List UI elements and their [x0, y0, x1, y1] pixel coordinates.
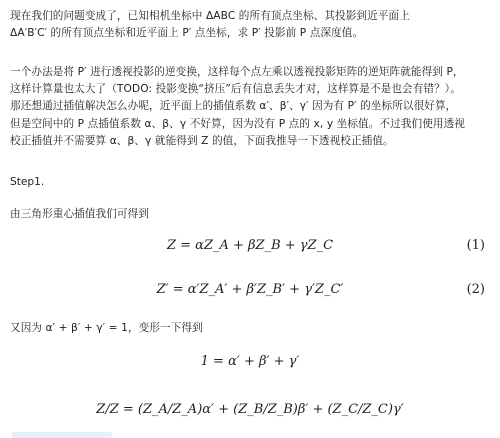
toolbar-strip: [12, 432, 112, 438]
equation-3: [0, 348, 500, 378]
equation-number: (2): [466, 282, 485, 297]
equation-body: Z = αZ_A + βZ_B + γZ_C: [166, 238, 334, 253]
equation-body: Z/Z = (Z_A/Z_A)α′ + (Z_B/Z_B)β′ + (Z_C/Z_C)γ′: [96, 402, 404, 417]
text-line: 校正插值并不需要算 α、β、γ 就能得到 Z 的值，下面我推导一下透视校正插值。: [10, 134, 394, 147]
text-line: ΔA′B′C′ 的所有顶点坐标和近平面上 P′ 点坐标，求 P′ 投影前 P 点深度值。: [10, 27, 364, 40]
paragraph-barycentric: [10, 206, 492, 223]
equation-2: [0, 276, 500, 306]
paragraph-transform: [10, 320, 492, 337]
text-line: 又因为 α′ + β′ + γ′ = 1，变形一下得到: [10, 322, 203, 334]
equation-4: [0, 396, 500, 426]
text-line: 由三角形重心插值我们可得到: [10, 208, 150, 220]
text-line: 一个办法是将 P′ 进行透视投影的逆变换，这样每个点左乘以透视投影矩阵的逆矩阵就能得到 P，: [10, 66, 464, 78]
step-heading: Step1.: [10, 176, 45, 188]
equation-body: 1 = α′ + β′ + γ′: [200, 354, 300, 369]
equation-1: [0, 232, 500, 262]
equation-body: Z′ = α′Z_A′ + β′Z_B′ + γ′Z_C′: [156, 282, 344, 297]
text-line: 现在我们的问题变成了，已知相机坐标中 ΔABC 的所有顶点坐标、其投影到近平面上: [10, 10, 410, 22]
text-line: 那还想通过插值解决怎么办呢，近平面上的插值系数 α′、β′、γ′ 因为有 P′ 的坐标所以很好算，: [10, 100, 457, 113]
text-line: 这样计算量也太大了（TODO: 投影变换“挤压”后有信息丢失才对，这样算是不是也会有错？）。: [10, 83, 461, 96]
paragraph-method: [10, 64, 492, 150]
text-line: 但是空间中的 P 点插值系数 α、β、γ 不好算，因为没有 P 点的 x, y 坐标值。不过我们使用透视: [10, 117, 465, 130]
equation-number: (1): [466, 238, 485, 253]
paragraph-problem: [10, 8, 492, 42]
